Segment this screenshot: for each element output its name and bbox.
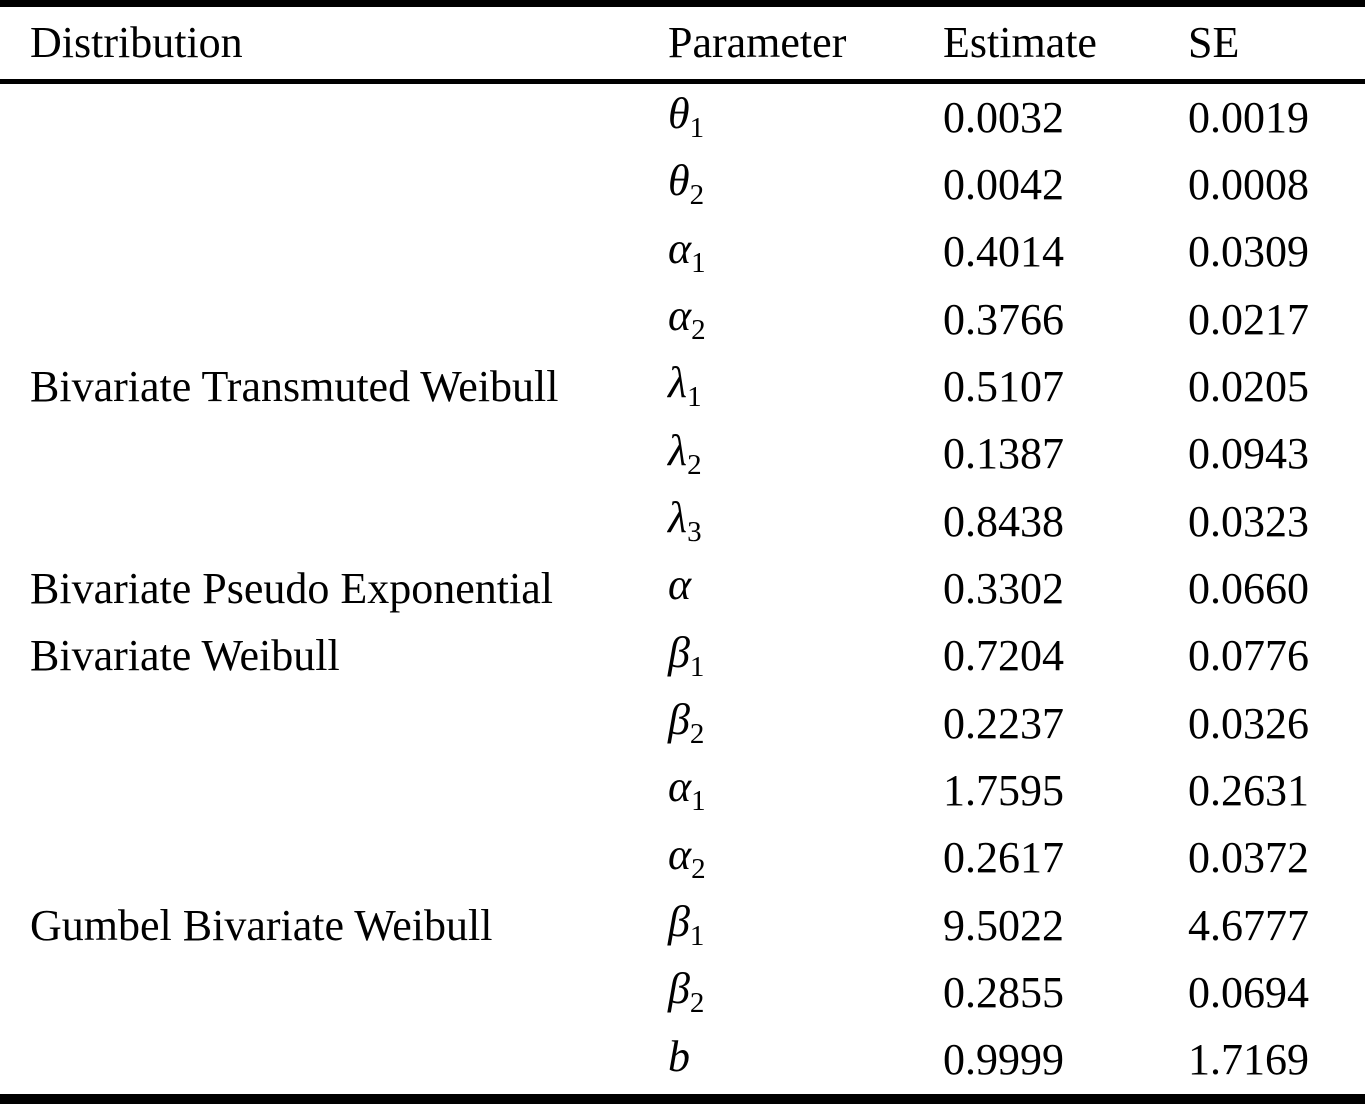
se-cell: 4.6777 bbox=[1188, 900, 1309, 950]
se-cell: 0.0372 bbox=[1188, 833, 1309, 883]
parameter-subscript: 2 bbox=[689, 718, 705, 751]
estimate-cell: 0.2237 bbox=[943, 698, 1064, 748]
estimate-cell: 0.3302 bbox=[943, 563, 1064, 613]
parameter-subscript: 2 bbox=[691, 314, 706, 347]
se-cell: 1.7169 bbox=[1188, 1035, 1309, 1085]
parameter-cell bbox=[668, 627, 943, 683]
parameter-symbol: θ bbox=[668, 156, 690, 206]
parameter-subscript: 1 bbox=[691, 246, 706, 279]
table-row bbox=[0, 892, 1365, 959]
table-row bbox=[0, 1027, 1365, 1094]
distribution-cell: Bivariate Transmuted Weibull bbox=[30, 361, 559, 411]
estimate-cell: 0.7204 bbox=[943, 631, 1064, 681]
parameter-cell bbox=[668, 695, 943, 751]
parameter-symbol: λ bbox=[668, 358, 688, 408]
se-cell: 0.0943 bbox=[1188, 429, 1309, 479]
parameter-cell bbox=[668, 358, 943, 414]
parameter-cell bbox=[668, 560, 943, 614]
estimate-cell: 0.8438 bbox=[943, 496, 1064, 546]
parameter-symbol: λ bbox=[668, 493, 688, 543]
estimate-cell: 9.5022 bbox=[943, 900, 1064, 950]
estimate-cell: 0.4014 bbox=[943, 227, 1064, 277]
table-header-row bbox=[0, 7, 1365, 79]
se-cell: 0.0019 bbox=[1188, 92, 1309, 142]
table-row bbox=[0, 84, 1365, 151]
parameter-symbol: β bbox=[668, 695, 690, 745]
table-row bbox=[0, 219, 1365, 286]
parameter-subscript: 1 bbox=[689, 920, 705, 953]
parameter-subscript: 3 bbox=[687, 516, 702, 549]
table-row bbox=[0, 488, 1365, 555]
parameter-subscript: 1 bbox=[689, 650, 705, 683]
se-cell: 0.0008 bbox=[1188, 159, 1309, 209]
table-row bbox=[0, 757, 1365, 824]
parameter-cell bbox=[668, 425, 943, 481]
table-row bbox=[0, 286, 1365, 353]
parameter-subscript: 1 bbox=[689, 112, 705, 145]
parameter-subscript: 2 bbox=[689, 987, 705, 1020]
parameter-cell bbox=[668, 897, 943, 953]
parameter-symbol: α bbox=[668, 762, 692, 812]
parameter-symbol: α bbox=[668, 223, 692, 273]
estimate-cell: 0.1387 bbox=[943, 429, 1064, 479]
parameter-symbol: α bbox=[668, 291, 692, 341]
table-row bbox=[0, 825, 1365, 892]
parameter-subscript: 1 bbox=[687, 381, 702, 414]
parameter-symbol: b bbox=[668, 1031, 690, 1081]
distribution-cell: Bivariate Pseudo Exponential bbox=[30, 563, 553, 613]
parameter-symbol: β bbox=[668, 627, 690, 677]
distribution-cell: Bivariate Weibull bbox=[30, 631, 340, 681]
parameter-cell bbox=[668, 89, 943, 145]
table-row bbox=[0, 151, 1365, 218]
estimate-cell: 1.7595 bbox=[943, 765, 1064, 815]
se-cell: 0.0694 bbox=[1188, 967, 1309, 1017]
parameter-subscript: 1 bbox=[691, 785, 706, 818]
se-cell: 0.0309 bbox=[1188, 227, 1309, 277]
estimate-cell: 0.2617 bbox=[943, 833, 1064, 883]
estimate-cell: 0.0042 bbox=[943, 159, 1064, 209]
header-se: SE bbox=[1188, 18, 1240, 67]
parameter-subscript: 2 bbox=[689, 179, 705, 212]
table-row bbox=[0, 353, 1365, 420]
parameter-symbol: α bbox=[668, 829, 692, 879]
table-row bbox=[0, 690, 1365, 757]
parameter-cell bbox=[668, 156, 943, 212]
parameter-symbol: β bbox=[668, 897, 690, 947]
header-parameter: Parameter bbox=[668, 18, 847, 67]
header-estimate: Estimate bbox=[943, 18, 1097, 67]
parameter-subscript: 2 bbox=[687, 448, 702, 481]
distribution-cell: Gumbel Bivariate Weibull bbox=[30, 900, 493, 950]
header-distribution: Distribution bbox=[30, 18, 243, 67]
parameter-subscript: 2 bbox=[691, 852, 706, 885]
se-cell: 0.0776 bbox=[1188, 631, 1309, 681]
se-cell: 0.0323 bbox=[1188, 496, 1309, 546]
parameter-symbol: β bbox=[668, 964, 690, 1014]
estimate-cell: 0.0032 bbox=[943, 92, 1064, 142]
parameter-cell bbox=[668, 964, 943, 1020]
parameter-cell bbox=[668, 762, 943, 818]
se-cell: 0.0217 bbox=[1188, 294, 1309, 344]
parameter-cell bbox=[668, 493, 943, 549]
se-cell: 0.0660 bbox=[1188, 563, 1309, 613]
estimate-cell: 0.9999 bbox=[943, 1035, 1064, 1085]
estimate-cell: 0.3766 bbox=[943, 294, 1064, 344]
table-row bbox=[0, 623, 1365, 690]
parameter-symbol: θ bbox=[668, 89, 690, 139]
parameter-cell bbox=[668, 291, 943, 347]
table-row bbox=[0, 421, 1365, 488]
estimate-cell: 0.5107 bbox=[943, 361, 1064, 411]
se-cell: 0.0205 bbox=[1188, 361, 1309, 411]
parameter-cell bbox=[668, 829, 943, 885]
estimate-cell: 0.2855 bbox=[943, 967, 1064, 1017]
se-cell: 0.2631 bbox=[1188, 765, 1309, 815]
parameter-cell bbox=[668, 1031, 943, 1086]
parameter-cell bbox=[668, 223, 943, 279]
table-row bbox=[0, 959, 1365, 1026]
se-cell: 0.0326 bbox=[1188, 698, 1309, 748]
table-body bbox=[0, 84, 1365, 1094]
table-row bbox=[0, 555, 1365, 622]
parameter-symbol: λ bbox=[668, 425, 688, 475]
parameter-symbol: α bbox=[668, 560, 692, 610]
